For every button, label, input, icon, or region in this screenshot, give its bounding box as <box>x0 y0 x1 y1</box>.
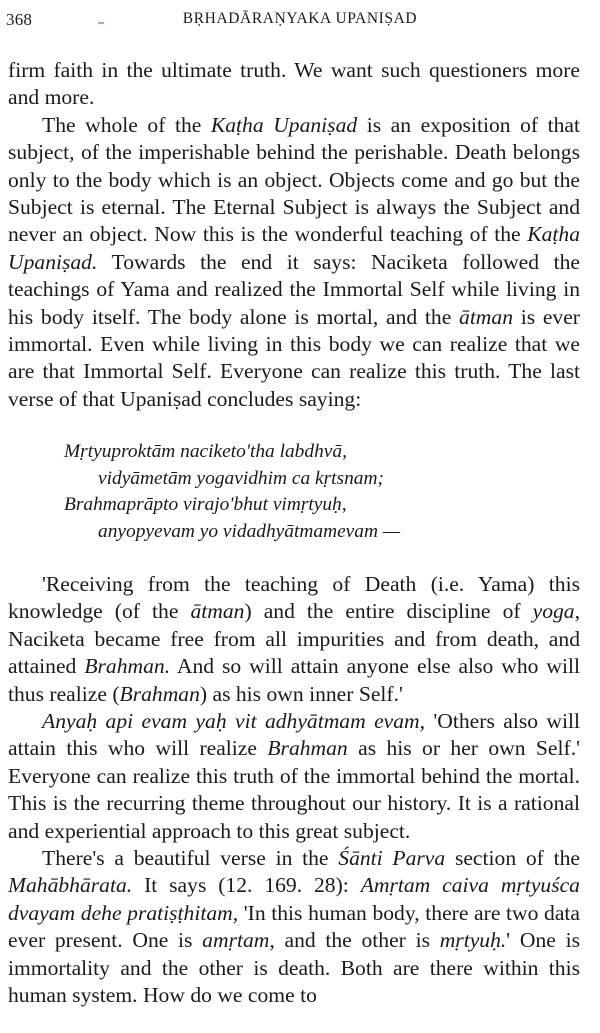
text-run: is an exposition of that subject, of the imperishable behind the perishable. Death belongs only to the body which is an object. Objects come and go but the Subject is eternal. The Eternal Subject is always the Subject and never an object. Now this is the wonderful teaching of the <box>8 112 580 247</box>
paragraph <box>8 845 580 1009</box>
italic-text: Śānti Parva <box>338 845 446 870</box>
text-run: Towards the end it says: Naciketa followed the teachings of Yama and realized the Immortal Self while living in his body itself. The body alone is mortal, and the <box>8 249 580 329</box>
paragraphs-after-verse <box>8 571 580 1010</box>
verse-line: Brahmaprāpto virajo'bhut vimṛtyuḥ, <box>64 494 347 516</box>
text-run: And so will attain anyone else also who will thus realize ( <box>8 654 580 706</box>
paragraph <box>8 112 580 413</box>
paragraphs-before-verse <box>8 57 580 413</box>
verse-line: vidyāmetām yogavidhim ca kṛtsnam; <box>98 467 384 489</box>
italic-text: Mahābhārata. <box>8 873 133 898</box>
text-run: and the other is <box>274 928 440 953</box>
italic-text: ātman <box>459 304 513 329</box>
text-run: The whole of the <box>42 112 211 137</box>
paragraph <box>8 571 580 708</box>
italic-text: Brahman. <box>84 654 171 679</box>
text-run: There's a beautiful verse in the <box>42 845 339 870</box>
italic-text: mṛtyuḥ. <box>439 928 507 953</box>
italic-text: Brahman <box>119 681 200 706</box>
text-run: 'Others also will attain this who will realize <box>8 708 580 761</box>
sanskrit-verse <box>64 439 580 545</box>
text-run: section of the <box>445 845 580 870</box>
text-run: 'Receiving from the teaching of Death (i.e. Yama) this knowledge (of the <box>8 571 580 624</box>
italic-text: Kaṭha Upaniṣad <box>210 112 358 137</box>
italic-text: yoga <box>532 599 575 624</box>
text-run: ) as his own inner Self.' <box>199 681 403 706</box>
italic-text: ātman <box>190 599 245 624</box>
text-run: ' One is immortality and the other is death. Both are there within this human system. How do we come to <box>8 928 580 1007</box>
text-run: firm faith in the ultimate truth. We want such questioners more and more. <box>8 58 580 110</box>
text-run: ) and the entire discipline of <box>244 599 533 624</box>
paragraph <box>8 708 580 845</box>
text-run: It says (12. 169. 28): <box>132 873 361 898</box>
italic-text: Amṛtam caiva mṛtyuśca dvayam dehe pratiṣṭhitam, <box>8 873 580 925</box>
italic-text: Brahman <box>267 736 348 761</box>
verse-line: Mṛtyuproktām naciketo'tha labdhvā, <box>64 441 347 463</box>
italic-text: amṛtam, <box>202 928 275 953</box>
page-header <box>0 10 600 34</box>
italic-text: Anyaḥ api evam yaḥ vit adhyātmam evam, <box>42 708 426 733</box>
text-run: 'In this human body, there are two data ever present. One is <box>8 900 580 953</box>
italic-text: Kaṭha Upaniṣad. <box>8 222 580 274</box>
paragraph <box>8 57 580 112</box>
page-number: 368 <box>6 10 33 29</box>
body-text <box>8 57 580 1009</box>
text-run: is ever immortal. Even while living in this body we can realize that we are that Immortal Self. Everyone can realize this truth. The last verse of that Upaniṣad concludes saying: <box>8 304 580 411</box>
verse-line: anyopyevam yo vidadhyātmamevam — <box>98 520 401 542</box>
text-run: , Naciketa became free from all impurities and from death, and attained <box>8 599 580 679</box>
running-title: BṚHADĀRAṆYAKA UPANIṢAD <box>182 10 418 27</box>
text-run: as his or her own Self.' Everyone can realize this truth of the immortal behind the mortal. This is the recurring theme throughout our history. It is a rational and experiential approach to this great subject. <box>8 736 580 843</box>
